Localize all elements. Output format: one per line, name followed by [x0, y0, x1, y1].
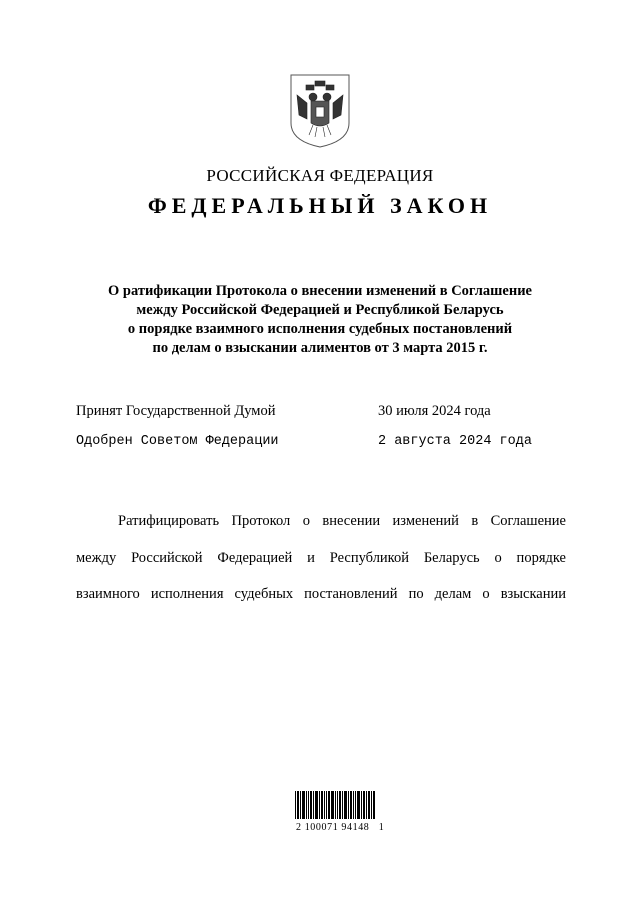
coat-of-arms-emblem: [289, 73, 351, 149]
law-title-line: по делам о взыскании алиментов от 3 марта 2015 г.: [152, 340, 488, 356]
country-name: РОССИЙСКАЯ ФЕДЕРАЦИЯ: [206, 166, 434, 185]
law-title-line: О ратификации Протокола о внесении изменений в Соглашение: [107, 283, 532, 299]
law-title-line: о порядке взаимного исполнения судебных постановлений: [127, 321, 513, 337]
law-title-line: между Российской Федерацией и Республикой Беларусь: [136, 302, 504, 318]
law-title: [80, 282, 560, 358]
body-text-line: взаимного исполнения судебных постановлений по делам о взыскании: [76, 586, 566, 602]
duma-adoption-label: Принят Государственной Думой: [76, 403, 276, 419]
council-approval-label: Одобрен Советом Федерации: [76, 434, 279, 449]
duma-adoption-date: 30 июля 2024 года: [378, 403, 491, 419]
barcode-image: [295, 789, 375, 819]
body-text-line: Ратифицировать Протокол о внесении изменений в Соглашение: [118, 513, 566, 529]
document-type: ФЕДЕРАЛЬНЫЙ ЗАКОН: [147, 193, 493, 218]
barcode-number: 2 100071 94148 1: [296, 822, 385, 833]
body-text-line: между Российской Федерацией и Республикой Беларусь о порядке: [76, 550, 566, 566]
council-approval-date: 2 августа 2024 года: [378, 434, 532, 449]
